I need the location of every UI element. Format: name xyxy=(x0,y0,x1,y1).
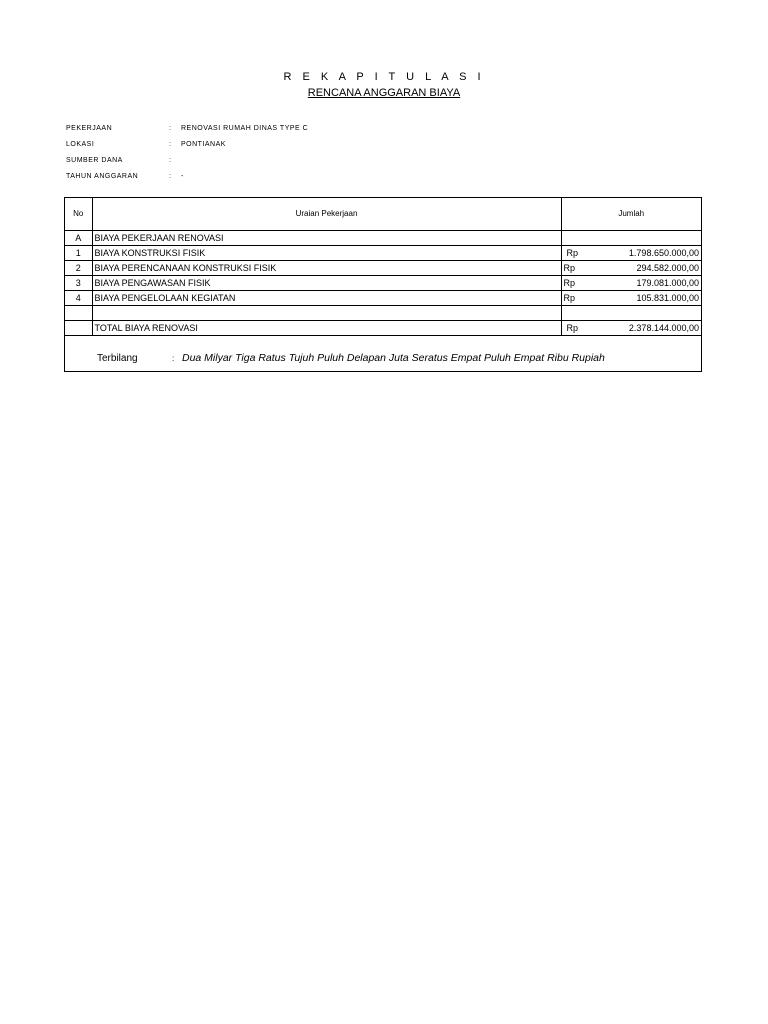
row-description: BIAYA PENGAWASAN FISIK xyxy=(92,275,561,290)
table-row xyxy=(65,260,701,275)
budget-summary-table xyxy=(64,197,702,372)
empty-cell xyxy=(65,305,92,320)
section-description: BIAYA PEKERJAAN RENOVASI xyxy=(92,230,561,245)
row-no: 3 xyxy=(65,275,92,290)
document-subtitle: RENCANA ANGGARAN BIAYA xyxy=(307,87,461,99)
meta-colon: : xyxy=(169,140,172,148)
header-description: Uraian Pekerjaan xyxy=(92,198,561,230)
total-currency: Rp xyxy=(566,322,579,333)
meta-label: LOKASI xyxy=(66,140,95,148)
total-row xyxy=(65,320,701,335)
meta-row-pekerjaan xyxy=(66,120,308,136)
meta-value: - xyxy=(181,172,184,180)
meta-value: PONTIANAK xyxy=(181,140,226,148)
table-row xyxy=(65,275,701,290)
meta-colon: : xyxy=(169,156,172,164)
row-currency: Rp xyxy=(563,277,576,288)
amount-in-words xyxy=(65,345,701,371)
header-amount: Jumlah xyxy=(561,198,701,230)
table-row xyxy=(65,245,701,260)
section-no: A xyxy=(65,230,92,245)
row-amount xyxy=(561,275,701,290)
total-amount xyxy=(561,320,701,335)
empty-cell xyxy=(92,305,561,320)
row-currency: Rp xyxy=(566,247,579,258)
meta-row-tahun-anggaran xyxy=(66,168,308,184)
row-amount xyxy=(561,290,701,305)
row-amount xyxy=(561,260,701,275)
terbilang-text: Dua Milyar Tiga Ratus Tujuh Puluh Delapan Juta Seratus Empat Puluh Empat Ribu Rupiah xyxy=(182,352,605,364)
meta-row-lokasi xyxy=(66,136,308,152)
header-no: No xyxy=(65,198,92,230)
row-amount xyxy=(561,245,701,260)
terbilang-label: Terbilang xyxy=(97,352,138,364)
project-info xyxy=(66,120,308,184)
section-amount xyxy=(561,230,701,245)
row-amount-value: 179.081.000,00 xyxy=(636,277,699,288)
terbilang-colon: : xyxy=(172,353,175,363)
meta-row-sumber-dana xyxy=(66,152,308,168)
total-label: TOTAL BIAYA RENOVASI xyxy=(92,320,561,335)
row-no: 4 xyxy=(65,290,92,305)
empty-row xyxy=(65,305,701,320)
row-amount-value: 1.798.650.000,00 xyxy=(628,247,699,258)
row-amount-value: 105.831.000,00 xyxy=(636,292,699,303)
table-row xyxy=(65,290,701,305)
row-description: BIAYA PERENCANAAN KONSTRUKSI FISIK xyxy=(92,260,561,275)
empty-cell xyxy=(561,305,701,320)
total-no xyxy=(65,320,92,335)
row-no: 1 xyxy=(65,245,92,260)
meta-colon: : xyxy=(169,172,172,180)
row-currency: Rp xyxy=(563,262,576,273)
meta-value: RENOVASI RUMAH DINAS TYPE C xyxy=(181,124,309,132)
total-amount-value: 2.378.144.000,00 xyxy=(628,322,699,333)
row-no: 2 xyxy=(65,260,92,275)
table-header-row xyxy=(65,198,701,230)
row-amount-value: 294.582.000,00 xyxy=(636,262,699,273)
document-title: R E K A P I T U L A S I xyxy=(283,71,485,83)
row-currency: Rp xyxy=(563,292,576,303)
meta-label: SUMBER DANA xyxy=(66,156,123,164)
section-row xyxy=(65,230,701,245)
row-description: BIAYA KONSTRUKSI FISIK xyxy=(92,245,561,260)
meta-colon: : xyxy=(169,124,172,132)
row-description: BIAYA PENGELOLAAN KEGIATAN xyxy=(92,290,561,305)
meta-label: TAHUN ANGGARAN xyxy=(66,172,139,180)
meta-label: PEKERJAAN xyxy=(66,124,113,132)
